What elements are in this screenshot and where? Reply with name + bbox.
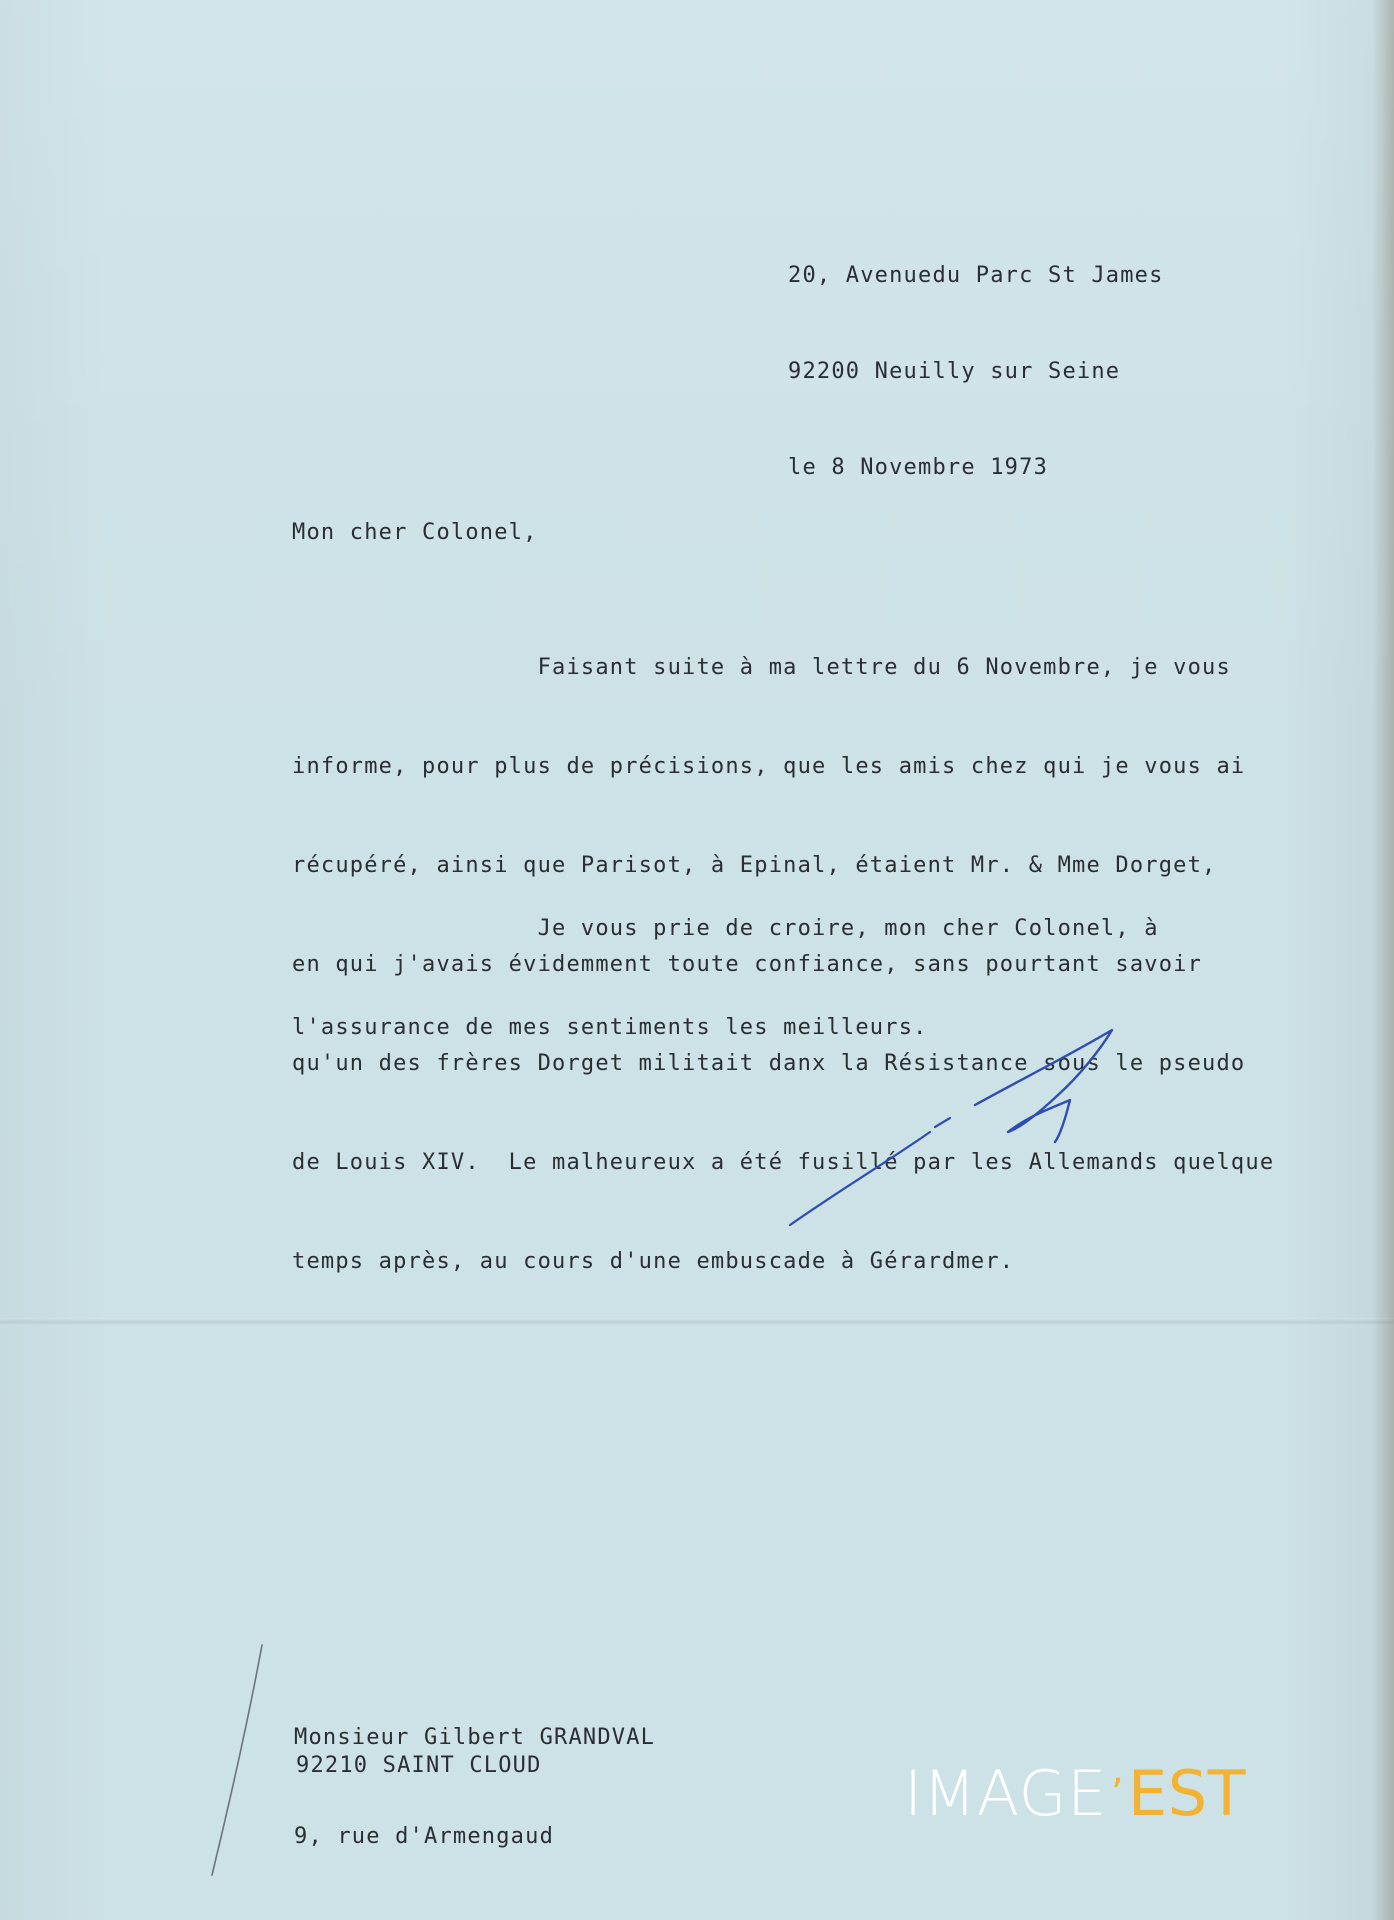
closing-line: l'assurance de mes sentiments les meilleurs. (292, 1015, 928, 1040)
recipient-city: 92210 SAINT CLOUD (296, 1753, 542, 1778)
sender-address-line: 92200 Neuilly sur Seine (788, 359, 1121, 384)
closing-line: Je vous prie de croire, mon cher Colonel, à (292, 916, 1159, 941)
body-line: qu'un des frères Dorget militait danx la Résistance sous le pseudo (292, 1051, 1246, 1076)
body-line: Faisant suite à ma lettre du 6 Novembre, je vous (292, 655, 1231, 680)
paper-edge-shadow (1372, 0, 1394, 1920)
recipient-address (294, 1655, 655, 1919)
watermark-apostrophe: ’ (1110, 1771, 1125, 1817)
salutation: Mon cher Colonel, (292, 520, 538, 545)
watermark-image-text: IMAGE (904, 1757, 1107, 1830)
body-line: informe, pour plus de précisions, que les amis chez qui je vous ai (292, 754, 1246, 779)
body-line: de Louis XIV. Le malheureux a été fusillé par les Allemands quelque (292, 1150, 1275, 1175)
image-est-watermark (904, 1757, 1246, 1830)
sender-address (788, 196, 1164, 548)
handwritten-signature (780, 1020, 1120, 1240)
recipient-name: Monsieur Gilbert GRANDVAL (294, 1725, 656, 1750)
pencil-margin-mark (200, 1640, 270, 1880)
recipient-street: 9, rue d'Armengaud (294, 1824, 555, 1849)
body-line: en qui j'avais évidemment toute confiance, sans pourtant savoir (292, 952, 1203, 977)
letter-date: le 8 Novembre 1973 (788, 455, 1049, 480)
body-line: temps après, au cours d'une embuscade à Gérardmer. (292, 1249, 1015, 1274)
sender-address-line: 20, Avenuedu Parc St James (788, 263, 1164, 288)
body-line: récupéré, ainsi que Parisot, à Epinal, étaient Mr. & Mme Dorget, (292, 853, 1217, 878)
watermark-est-text: EST (1128, 1757, 1246, 1830)
